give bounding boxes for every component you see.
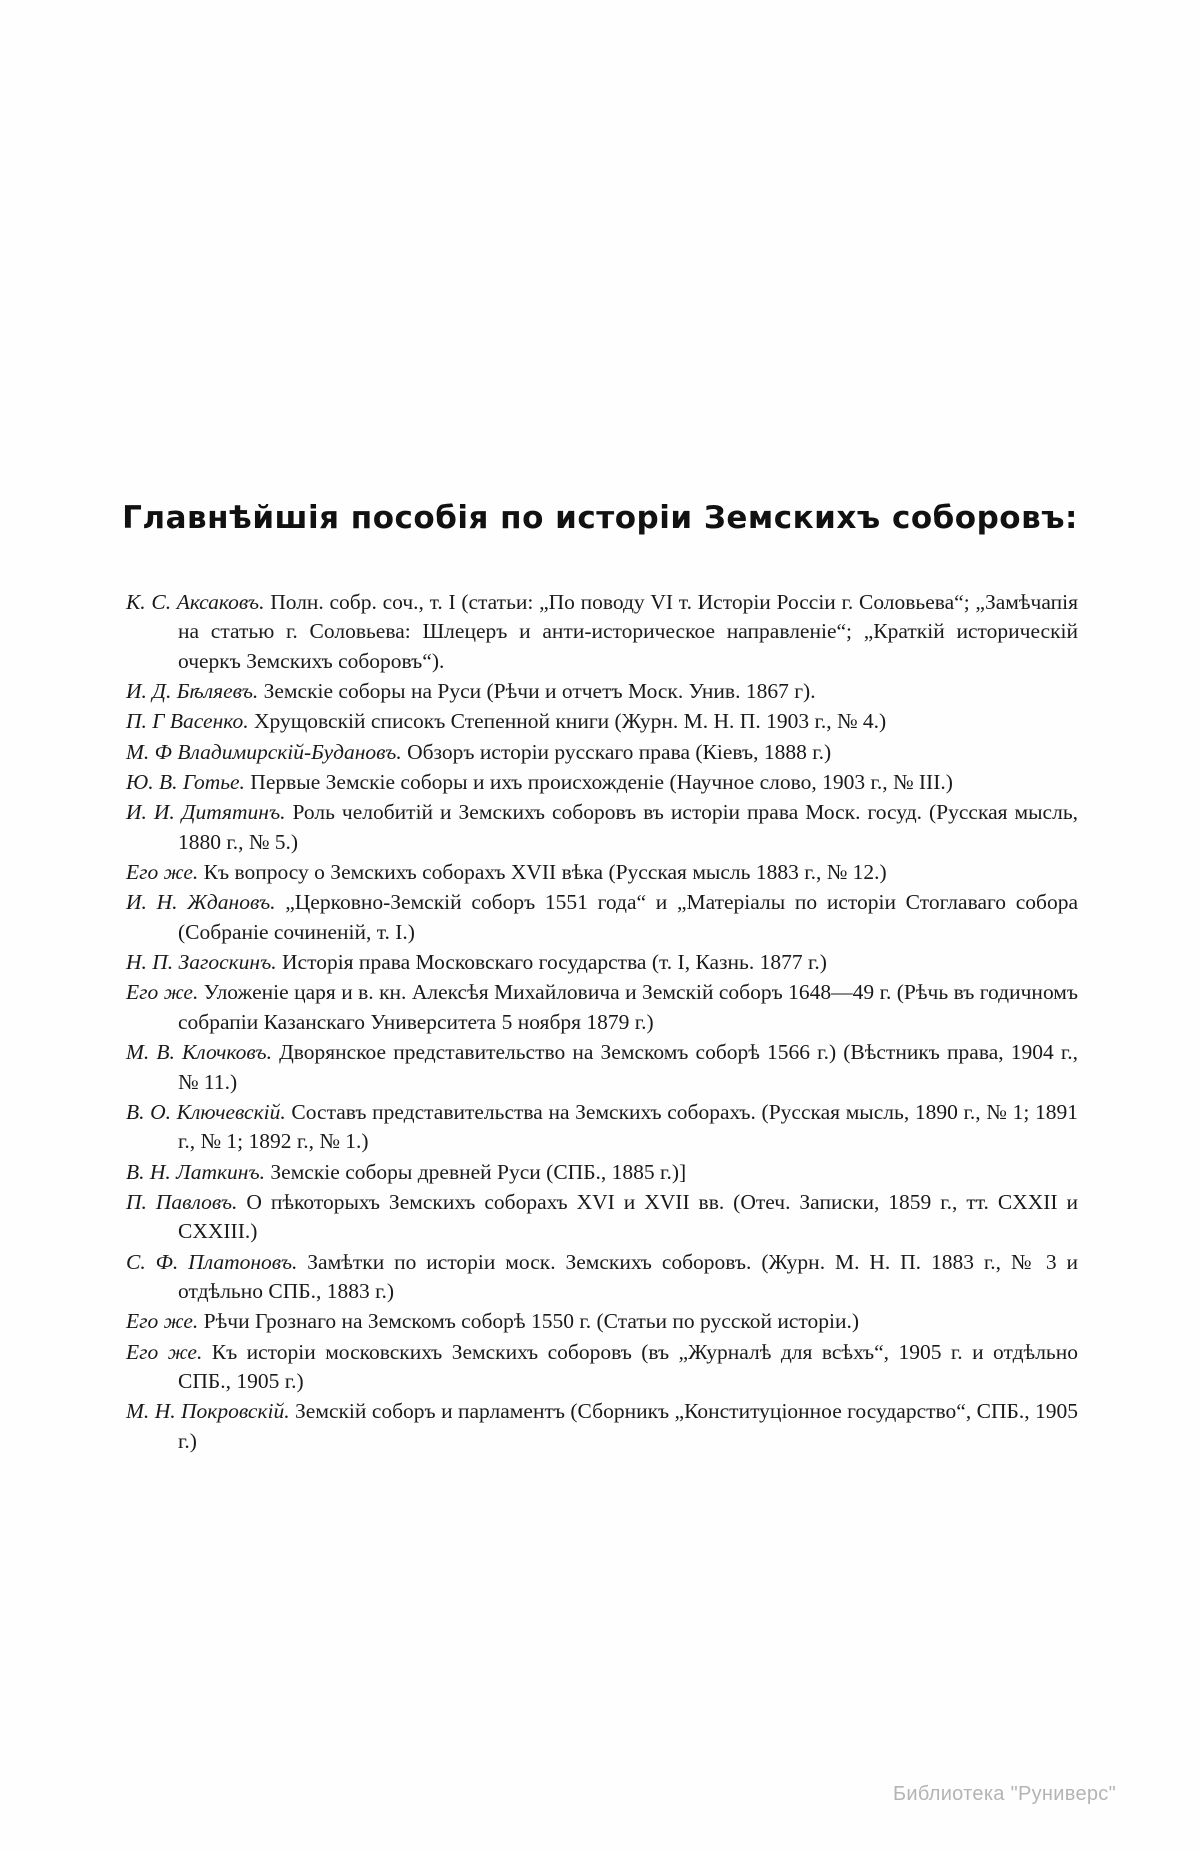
entry-author: К. С. Аксаковъ.	[126, 590, 265, 614]
list-item	[126, 707, 1078, 736]
entry-text: О пѣкоторыхъ Земскихъ соборахъ XVI и XVII вв. (Отеч. Записки, 1859 г., тт. CXXII и CXXIII.)	[178, 1189, 1078, 1244]
entry-text: Къ вопросу о Земскихъ соборахъ XVII вѣка (Русская мысль 1883 г., № 12.)	[198, 860, 887, 885]
entry-text: Полн. собр. соч., т. I (статьи: „По поводу VI т. Исторіи Россіи г. Соловьева“; „Замѣчапія на статью г. Соловьева: Шлецеръ и анти-историческое направленіе“; „Краткій историческій очеркъ Земскихъ соборовъ“).	[178, 590, 1078, 673]
list-item	[126, 1397, 1078, 1456]
entry-text: Составъ представительства на Земскихъ соборахъ. (Русская мысль, 1890 г., № 1; 1891 г., № 1; 1892 г., № 1.)	[178, 1099, 1078, 1154]
entry-text: Роль челобитій и Земскихъ соборовъ въ исторіи права Моск. госуд. (Русская мысль, 1880 г., № 5.)	[178, 800, 1078, 854]
entry-text: Дворянское представительство на Земскомъ соборѣ 1566 г.) (Вѣстникъ права, 1904 г., № 11.)	[178, 1040, 1078, 1094]
entry-author: Н. П. Загоскинъ.	[126, 950, 277, 975]
list-item	[126, 1038, 1078, 1097]
entry-author: И. И. Дитятинъ.	[126, 800, 286, 825]
list-item	[126, 588, 1078, 676]
entry-author: И. Д. Бѣляевъ.	[126, 679, 259, 704]
entry-author: Его же.	[126, 1309, 199, 1334]
list-item	[126, 1338, 1078, 1397]
entry-author: В. О. Ключевскій.	[126, 1099, 286, 1124]
entry-text: Рѣчи Грознаго на Земскомъ соборѣ 1550 г. (Статьи по русской исторіи.)	[198, 1309, 860, 1334]
entry-author: М. Н. Покровскій.	[126, 1399, 290, 1424]
entry-author: Его же.	[126, 980, 199, 1005]
list-item	[126, 798, 1078, 857]
entry-text: Замѣтки по исторіи моск. Земскихъ соборовъ. (Журн. М. Н. П. 1883 г., № 3 и отдѣльно СПБ., 1883 г.)	[178, 1249, 1078, 1303]
list-item	[126, 738, 1078, 767]
entry-author: Его же.	[126, 1339, 203, 1364]
entry-author: Его же.	[126, 860, 199, 885]
list-item	[126, 948, 1078, 977]
entry-author: М. Ф Владимирскій-Будановъ.	[126, 739, 402, 764]
entry-author: П. Павловъ.	[126, 1189, 238, 1214]
entry-author: П. Г Васенко.	[126, 709, 249, 734]
entry-text: Земскій соборъ и парламентъ (Сборникъ „Конституціонное государство“, СПБ., 1905 г.)	[178, 1399, 1079, 1453]
list-item	[126, 858, 1078, 887]
entry-text: Обзоръ исторіи русскаго права (Кіевъ, 1888 г.)	[401, 739, 832, 764]
list-item	[126, 1158, 1078, 1187]
entry-author: В. Н. Латкинъ.	[126, 1159, 266, 1184]
library-watermark: Библиотека "Руниверс"	[892, 1783, 1116, 1805]
list-item	[126, 768, 1078, 797]
entry-text: Хрущовскій списокъ Степенной книги (Журн. М. Н. П. 1903 г., № 4.)	[248, 709, 887, 734]
entry-author: И. Н. Ждановъ.	[126, 890, 276, 915]
entry-author: С. Ф. Платоновъ.	[126, 1249, 298, 1274]
entry-text: Земскіе соборы на Руси (Рѣчи и отчетъ Моск. Унив. 1867 г).	[258, 679, 816, 704]
entry-text: Исторія права Московскаго государства (т. I, Казнь. 1877 г.)	[276, 950, 827, 975]
entry-text: Первые Земскіе соборы и ихъ происхожденіе (Научное слово, 1903 г., № III.)	[244, 770, 953, 795]
entry-text: Земскіе соборы древней Руси (СПБ., 1885 г.)]	[265, 1159, 687, 1184]
entry-author: М. В. Клочковъ.	[126, 1040, 272, 1065]
entry-author: Ю. В. Готье.	[126, 770, 245, 795]
page-title: Главнѣйшія пособія по исторіи Земскихъ соборовъ:	[122, 500, 1078, 536]
list-item	[126, 1248, 1078, 1307]
list-item	[126, 978, 1078, 1037]
entry-text: Уложеніе царя и в. кн. Алексѣя Михайловича и Земскій соборъ 1648—49 г. (Рѣчь въ годичномъ собрапіи Казанскаго Университета 5 ноября 1879 г.)	[178, 980, 1079, 1034]
entry-text: „Церковно-Земскій соборъ 1551 года“ и „Матеріалы по исторіи Стоглаваго собора (Собраніе сочиненій, т. I.)	[178, 890, 1078, 944]
list-item	[126, 1188, 1078, 1247]
list-item	[126, 677, 1078, 706]
bibliography-list	[126, 588, 1078, 1457]
list-item	[126, 1307, 1078, 1336]
list-item	[126, 888, 1078, 947]
list-item	[126, 1098, 1078, 1157]
entry-text: Къ исторіи московскихъ Земскихъ соборовъ (въ „Журналѣ для всѣхъ“, 1905 г. и отдѣльно СПБ., 1905 г.)	[178, 1339, 1078, 1393]
